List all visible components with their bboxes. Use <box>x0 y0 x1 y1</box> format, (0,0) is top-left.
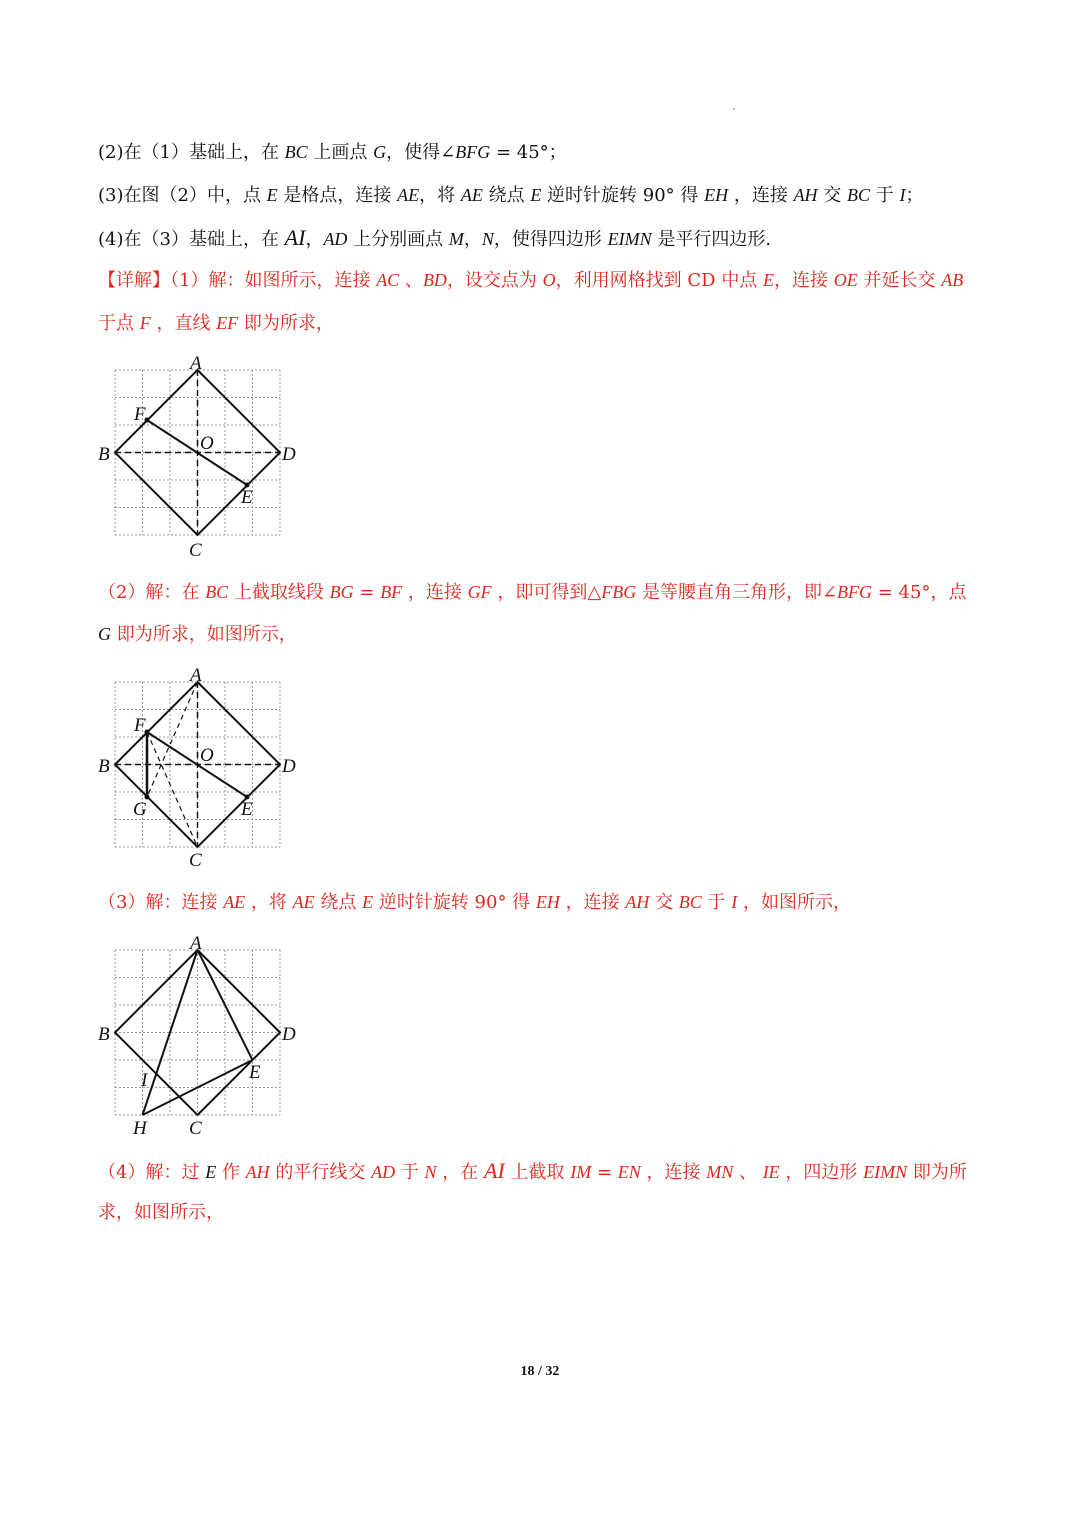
label-c: C <box>189 850 202 871</box>
solution-2-line-1: （2）解：在 BC 上截取线段 BG = BF ，连接 GF ，即可得到△FBG 是等腰直角三角形，即∠BFG = 45°，点 <box>98 582 967 603</box>
stray-dot <box>733 108 735 110</box>
label-c: C <box>189 540 202 561</box>
label-f: F <box>134 715 146 736</box>
question-2: (2)在（1）基础上，在 BC 上画点 G，使得∠BFG = 45°； <box>98 142 567 163</box>
label-f: F <box>134 404 146 425</box>
label-d: D <box>282 444 296 465</box>
question-3: (3)在图（2）中，点 E 是格点，连接 AE，将 AE 绕点 E 逆时针旋转 90° 得 EH ，连接 AH 交 BC 于 I； <box>98 185 924 206</box>
label-i: I <box>141 1070 148 1091</box>
label-d: D <box>282 756 296 777</box>
solution-1-line-2: 于点 F ，直线 EF 即为所求， <box>98 313 334 334</box>
label-o: O <box>200 433 214 454</box>
label-a: A <box>190 353 202 374</box>
label-e: E <box>241 799 253 820</box>
label-g: G <box>133 799 147 820</box>
label-e: E <box>241 487 253 508</box>
dashed-ag <box>147 682 198 797</box>
label-c: C <box>189 1118 202 1139</box>
label-b: B <box>98 444 110 465</box>
figure-1 <box>96 352 306 562</box>
figure-2 <box>96 662 306 872</box>
label-a: A <box>190 933 202 954</box>
label-e: E <box>249 1062 261 1083</box>
label-a: A <box>190 665 202 686</box>
solution-4-line-2: 求，如图所示， <box>98 1202 224 1223</box>
question-4: (4)在（3）基础上，在 AI，AD 上分别画点 M，N，使得四边形 EIMN 是平行四边形. <box>98 225 772 250</box>
label-h: H <box>133 1118 147 1139</box>
solution-2-line-2: G 即为所求，如图所示， <box>98 624 297 645</box>
solution-1-line-1: 【详解】（1）解：如图所示，连接 AC 、BD，设交点为 O，利用网格找到 CD 中点 E，连接 OE 并延长交 AB <box>98 270 964 291</box>
page-number: 18 / 32 <box>520 1364 560 1379</box>
solution-3: （3）解：连接 AE ，将 AE 绕点 E 逆时针旋转 90° 得 EH ，连接 AH 交 BC 于 I ，如图所示， <box>98 892 851 913</box>
label-o: O <box>200 745 214 766</box>
label-b: B <box>98 756 110 777</box>
figure-3 <box>96 930 306 1140</box>
label-d: D <box>282 1024 296 1045</box>
label-b: B <box>98 1024 110 1045</box>
figure-3-grid <box>115 950 280 1115</box>
solution-4-line-1: （4）解：过 E 作 AH 的平行线交 AD 于 N ，在 AI 上截取 IM = EN ，连接 MN 、 IE ，四边形 EIMN 即为所 <box>98 1158 967 1183</box>
